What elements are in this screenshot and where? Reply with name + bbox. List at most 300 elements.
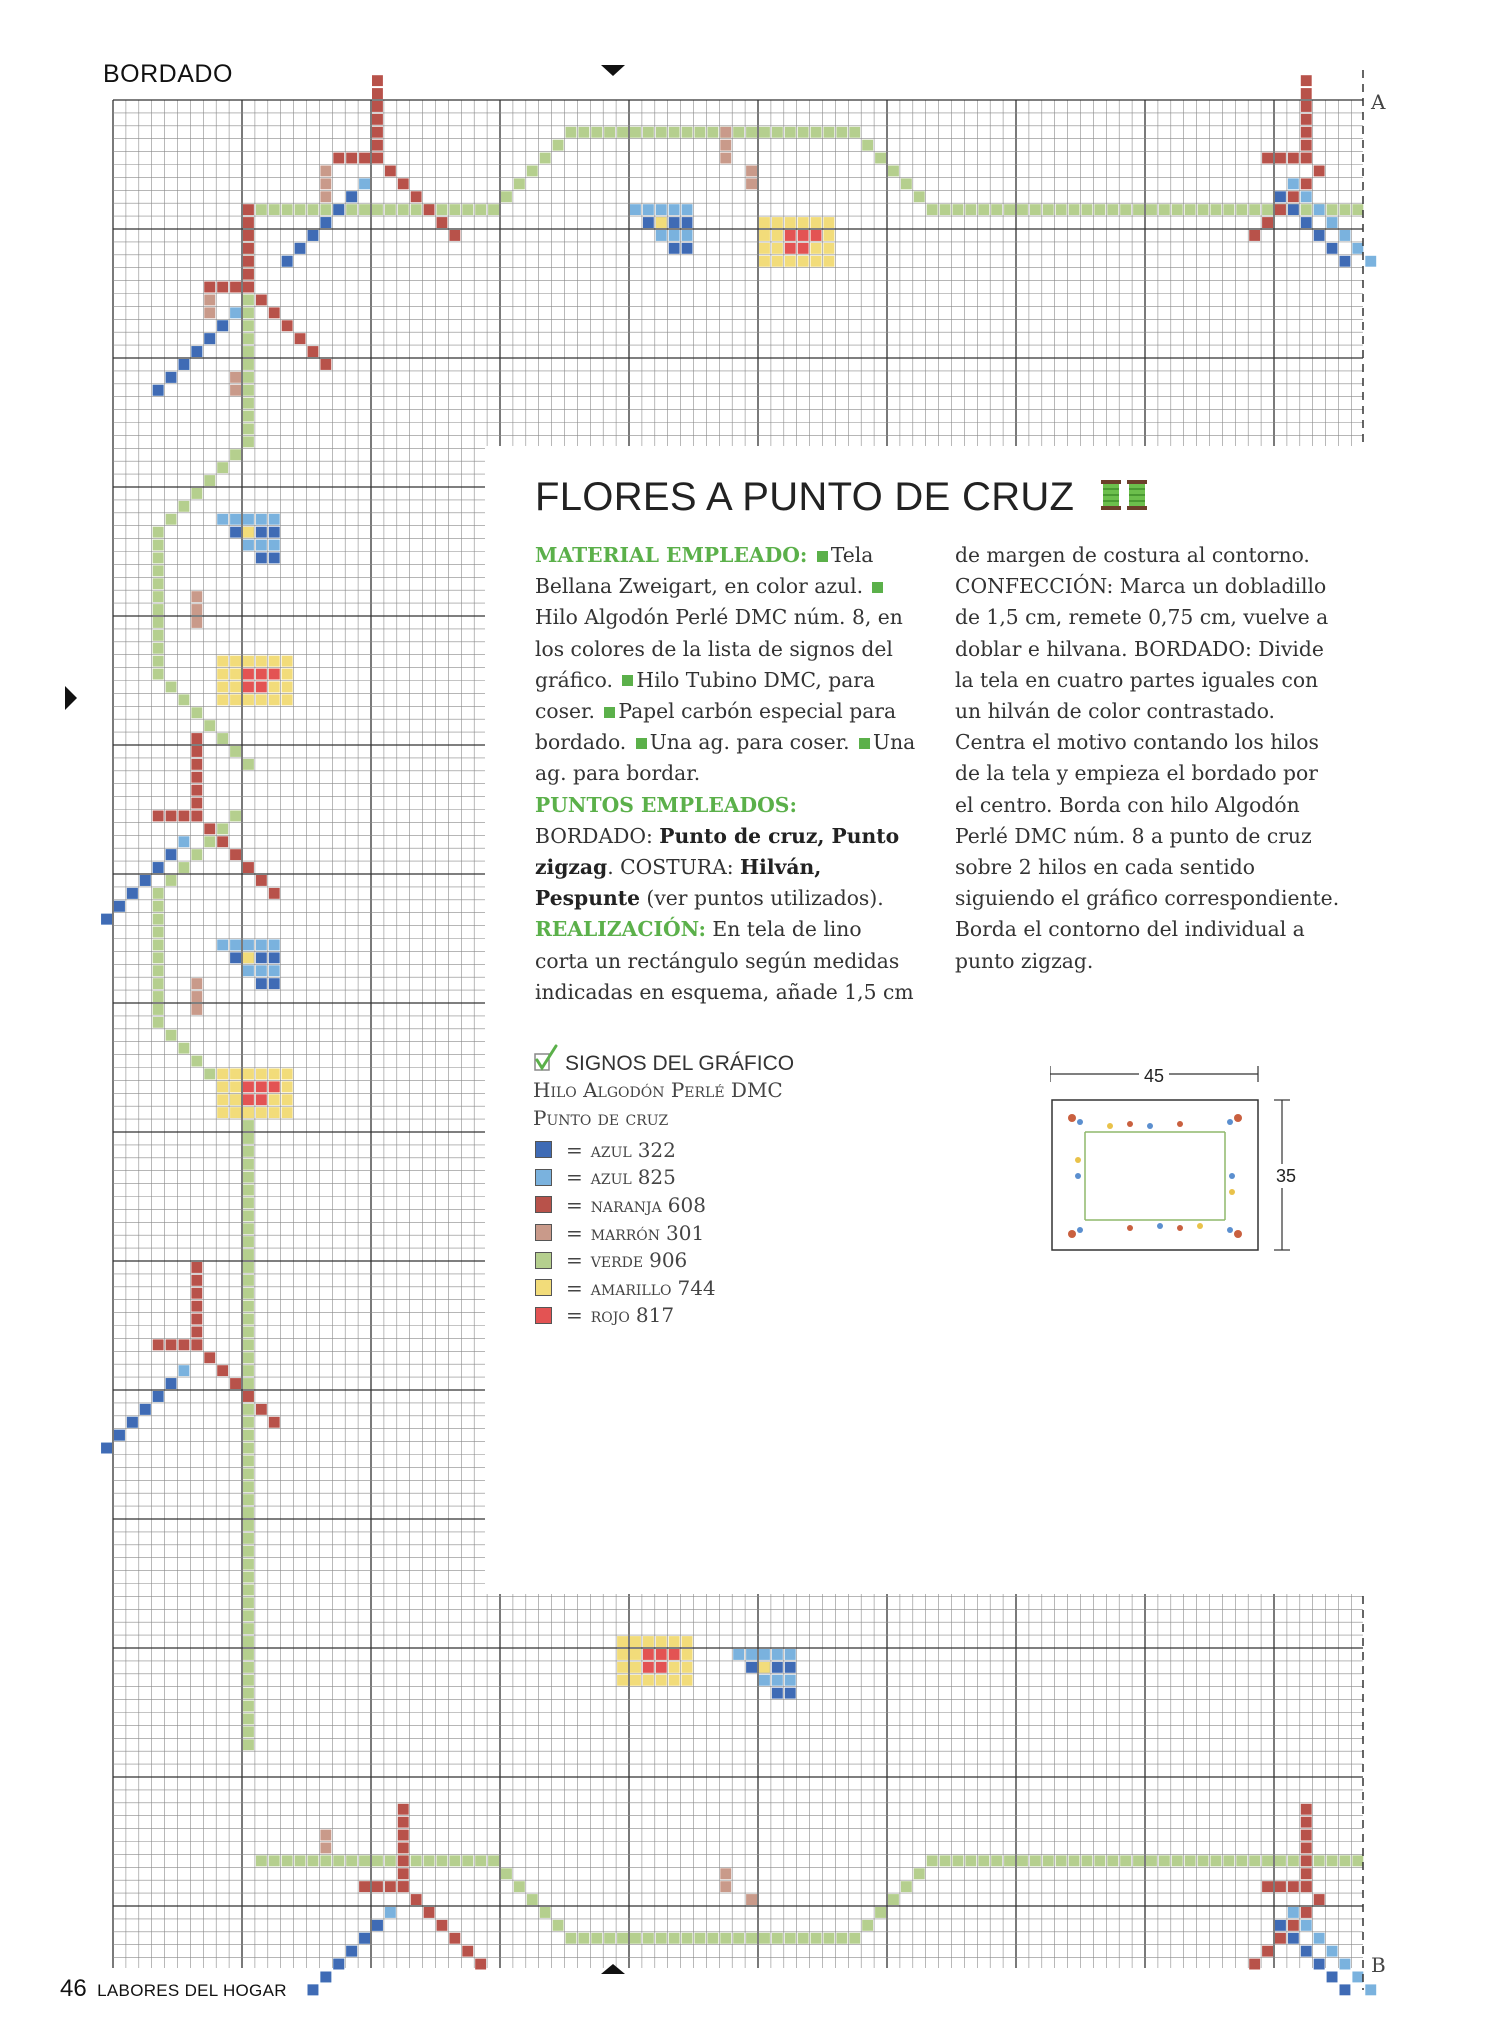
stitch: [269, 669, 280, 680]
stitch: [217, 462, 228, 473]
legend-swatch-icon: [535, 1307, 552, 1324]
stitch: [243, 1714, 254, 1725]
stitch: [643, 1933, 654, 1944]
stitch: [269, 1855, 280, 1866]
stitch: [256, 1404, 267, 1415]
stitch: [166, 875, 177, 886]
puntos-costura-prefix: . COSTURA:: [607, 855, 734, 880]
stitch: [243, 1069, 254, 1080]
stitch: [346, 153, 357, 164]
stitch: [269, 682, 280, 693]
stitch: [1275, 1881, 1286, 1892]
stitch: [1275, 204, 1286, 215]
stitch: [1198, 204, 1209, 215]
stitch: [398, 1804, 409, 1815]
legend-color-code: 744: [677, 1275, 716, 1300]
stitch: [191, 488, 202, 499]
stitch: [656, 230, 667, 241]
stitch: [153, 540, 164, 551]
stitch: [243, 514, 254, 525]
stitch: [746, 1894, 757, 1905]
stitch: [204, 1352, 215, 1363]
stitch: [217, 940, 228, 951]
stitch: [243, 1094, 254, 1105]
stitch: [153, 630, 164, 641]
stitch: [230, 1107, 241, 1118]
stitch: [449, 230, 460, 241]
stitch: [385, 1907, 396, 1918]
stitch: [772, 127, 783, 138]
stitch: [372, 75, 383, 86]
stitch: [230, 449, 241, 460]
stitch: [230, 849, 241, 860]
stitch: [1301, 140, 1312, 151]
stitch: [256, 656, 267, 667]
stitch: [656, 1662, 667, 1673]
stitch: [824, 127, 835, 138]
stitch: [243, 1636, 254, 1647]
stitch: [514, 178, 525, 189]
stitch: [1352, 243, 1363, 254]
size-scheme: [1050, 1060, 1300, 1264]
stitch: [811, 217, 822, 228]
stitch: [1327, 1946, 1338, 1957]
legend-swatch-icon: [535, 1141, 552, 1158]
stitch: [1301, 1855, 1312, 1866]
stitch: [488, 1855, 499, 1866]
stitch: [746, 127, 757, 138]
stitch: [733, 1649, 744, 1660]
bullet-square-icon: [622, 675, 633, 686]
stitch: [1288, 1881, 1299, 1892]
stitch: [914, 1868, 925, 1879]
stitch: [1327, 204, 1338, 215]
stitch: [669, 217, 680, 228]
title-text: FLORES A PUNTO DE CRUZ: [535, 475, 1075, 519]
stitch: [437, 217, 448, 228]
stitch: [191, 811, 202, 822]
stitch: [166, 1378, 177, 1389]
stitch: [501, 191, 512, 202]
stitch: [398, 204, 409, 215]
stitch: [243, 1739, 254, 1750]
stitch: [707, 127, 718, 138]
stitch: [282, 1081, 293, 1092]
stitch: [630, 127, 641, 138]
stitch: [849, 1933, 860, 1944]
stitch: [359, 204, 370, 215]
center-marker-top-icon: [601, 65, 625, 76]
stitch: [1159, 1855, 1170, 1866]
stitch: [1288, 153, 1299, 164]
legend-equals: =: [566, 1303, 583, 1328]
stitch: [256, 669, 267, 680]
stitch: [153, 617, 164, 628]
stitch: [630, 1933, 641, 1944]
stitch: [772, 217, 783, 228]
stitch: [230, 1069, 241, 1080]
stitch: [978, 1855, 989, 1866]
stitch: [269, 1417, 280, 1428]
stitch: [462, 1855, 473, 1866]
stitch: [1249, 1959, 1260, 1970]
bullet-square-icon: [872, 582, 883, 593]
stitch: [256, 295, 267, 306]
stitch: [720, 127, 731, 138]
stitch: [243, 1533, 254, 1544]
center-marker-left-icon: [65, 686, 77, 710]
stitch: [1365, 1984, 1376, 1995]
stitch: [153, 578, 164, 589]
stitch: [617, 1636, 628, 1647]
stitch: [153, 565, 164, 576]
stitch: [243, 694, 254, 705]
stitch: [308, 1984, 319, 1995]
stitch: [191, 617, 202, 628]
stitch: [166, 372, 177, 383]
stitch: [243, 1430, 254, 1441]
stitch: [811, 256, 822, 267]
stitch: [785, 1688, 796, 1699]
stitch: [759, 256, 770, 267]
bullet-square-icon: [636, 738, 647, 749]
stitch: [669, 230, 680, 241]
stitch: [308, 346, 319, 357]
stitch: [230, 282, 241, 293]
stitch: [179, 836, 190, 847]
stitch: [1069, 204, 1080, 215]
stitch: [965, 1855, 976, 1866]
stitch: [256, 965, 267, 976]
stitch: [566, 1933, 577, 1944]
stitch: [424, 1855, 435, 1866]
legend-item: [533, 1246, 794, 1274]
stitch: [1301, 114, 1312, 125]
stitch: [191, 1314, 202, 1325]
stitch: [604, 1933, 615, 1944]
stitch: [320, 191, 331, 202]
stitch: [720, 140, 731, 151]
stitch: [1236, 204, 1247, 215]
stitch: [398, 1868, 409, 1879]
stitch: [282, 1094, 293, 1105]
stitch: [230, 372, 241, 383]
stitch: [153, 669, 164, 680]
stitch: [269, 1094, 280, 1105]
stitch: [269, 307, 280, 318]
stitch: [243, 1597, 254, 1608]
stitch: [1340, 204, 1351, 215]
stitch: [682, 217, 693, 228]
stitch: [217, 694, 228, 705]
stitch: [230, 385, 241, 396]
stitch: [243, 346, 254, 357]
stitch: [243, 1623, 254, 1634]
stitch: [372, 1855, 383, 1866]
stitch: [1043, 204, 1054, 215]
stitch: [1314, 1959, 1325, 1970]
stitch: [191, 1275, 202, 1286]
legend-subtitle-stitch: Punto de cruz: [533, 1106, 669, 1130]
stitch: [437, 1855, 448, 1866]
stitch: [772, 243, 783, 254]
stitch: [1275, 1920, 1286, 1931]
stitch: [1288, 1907, 1299, 1918]
stitch: [243, 1172, 254, 1183]
stitch: [256, 540, 267, 551]
stitch: [243, 295, 254, 306]
stitch: [346, 204, 357, 215]
stitch: [243, 1391, 254, 1402]
stitch: [785, 256, 796, 267]
stitch: [243, 1275, 254, 1286]
stitch: [243, 1159, 254, 1170]
stitch: [153, 888, 164, 899]
stitch: [230, 682, 241, 693]
stitch: [1314, 1933, 1325, 1944]
stitch: [243, 436, 254, 447]
thread-spools-icon: [1098, 477, 1150, 522]
stitch: [243, 1468, 254, 1479]
stitch: [385, 204, 396, 215]
stitch: [217, 1107, 228, 1118]
stitch: [1094, 204, 1105, 215]
stitch: [204, 475, 215, 486]
stitch: [191, 1327, 202, 1338]
stitch: [243, 1314, 254, 1325]
stitch: [1340, 1855, 1351, 1866]
stitch: [191, 1288, 202, 1299]
stitch: [991, 204, 1002, 215]
stitch: [372, 204, 383, 215]
stitch: [153, 656, 164, 667]
stitch: [243, 1546, 254, 1557]
stitch: [1301, 1946, 1312, 1957]
stitch: [798, 256, 809, 267]
stitch: [1288, 191, 1299, 202]
stitch: [1301, 127, 1312, 138]
stitch: [1275, 1933, 1286, 1944]
stitch: [243, 1443, 254, 1454]
stitch: [501, 1868, 512, 1879]
stitch: [217, 1081, 228, 1092]
stitch: [295, 204, 306, 215]
stitch: [1327, 1855, 1338, 1866]
legend-item: [533, 1136, 794, 1164]
stitch: [682, 243, 693, 254]
stitch: [1301, 1907, 1312, 1918]
checkmark-icon: [533, 1044, 559, 1080]
bullet-square-icon: [604, 707, 615, 718]
stitch: [153, 901, 164, 912]
stitch: [1301, 1817, 1312, 1828]
stitch: [153, 553, 164, 564]
stitch: [759, 217, 770, 228]
stitch: [1056, 204, 1067, 215]
stitch: [940, 1855, 951, 1866]
stitch: [243, 682, 254, 693]
stitch: [927, 204, 938, 215]
stitch: [527, 1894, 538, 1905]
stitch: [1249, 204, 1260, 215]
stitch: [862, 140, 873, 151]
stitch: [1249, 230, 1260, 241]
legend-color-code: 906: [649, 1248, 688, 1273]
stitch: [398, 1830, 409, 1841]
stitch: [217, 1365, 228, 1376]
stitch: [243, 1662, 254, 1673]
stitch: [695, 127, 706, 138]
stitch: [269, 553, 280, 564]
stitch: [901, 1881, 912, 1892]
stitch: [140, 1404, 151, 1415]
page-number: 46: [60, 1975, 87, 2002]
stitch: [282, 682, 293, 693]
stitch: [965, 204, 976, 215]
stitch: [462, 204, 473, 215]
stitch: [1288, 1920, 1299, 1931]
stitch: [411, 1894, 422, 1905]
stitch: [166, 682, 177, 693]
stitch: [243, 1120, 254, 1131]
stitch: [256, 978, 267, 989]
stitch: [243, 217, 254, 228]
stitch: [1314, 230, 1325, 241]
legend: [533, 1052, 794, 1329]
stitch: [179, 694, 190, 705]
stitch: [836, 1933, 847, 1944]
stitch: [191, 759, 202, 770]
stitch: [320, 1972, 331, 1983]
stitch: [204, 720, 215, 731]
stitch: [669, 204, 680, 215]
stitch: [953, 1855, 964, 1866]
stitch: [798, 127, 809, 138]
stitch: [191, 1004, 202, 1015]
stitch: [243, 669, 254, 680]
stitch: [179, 359, 190, 370]
stitch: [411, 191, 422, 202]
legend-equals: =: [566, 1220, 583, 1245]
stitch: [1107, 204, 1118, 215]
stitch: [372, 114, 383, 125]
stitch: [243, 256, 254, 267]
legend-color-name: azul: [590, 1137, 632, 1162]
stitch: [1223, 1855, 1234, 1866]
stitch: [1172, 204, 1183, 215]
legend-swatch-icon: [535, 1196, 552, 1213]
stitch: [824, 256, 835, 267]
stitch: [746, 166, 757, 177]
stitch: [1146, 204, 1157, 215]
stitch: [1262, 1946, 1273, 1957]
stitch: [269, 656, 280, 667]
stitch: [333, 1855, 344, 1866]
article-title: [535, 475, 1150, 522]
legend-color-name: rojo: [590, 1303, 630, 1328]
stitch: [578, 127, 589, 138]
stitch: [153, 940, 164, 951]
stitch: [720, 1881, 731, 1892]
stitch: [798, 230, 809, 241]
corner-label-top: A: [1371, 90, 1386, 114]
stitch: [191, 1262, 202, 1273]
stitch: [243, 1585, 254, 1596]
stitch: [359, 1881, 370, 1892]
stitch: [230, 940, 241, 951]
stitch: [191, 978, 202, 989]
legend-equals: =: [566, 1248, 583, 1273]
stitch: [1301, 191, 1312, 202]
stitch: [243, 1378, 254, 1389]
stitch: [811, 243, 822, 254]
stitch: [1262, 153, 1273, 164]
stitch: [217, 1069, 228, 1080]
stitch: [153, 1004, 164, 1015]
stitch: [1301, 1804, 1312, 1815]
stitch: [217, 682, 228, 693]
stitch: [643, 1636, 654, 1647]
stitch: [811, 127, 822, 138]
stitch: [940, 204, 951, 215]
stitch: [204, 836, 215, 847]
stitch: [1043, 1855, 1054, 1866]
stitch: [243, 1081, 254, 1092]
stitch: [333, 204, 344, 215]
stitch: [475, 204, 486, 215]
stitch: [1301, 1843, 1312, 1854]
stitch: [191, 798, 202, 809]
stitch: [669, 1662, 680, 1673]
stitch: [359, 1855, 370, 1866]
legend-item: [533, 1274, 794, 1302]
stitch: [1301, 204, 1312, 215]
stitch: [256, 694, 267, 705]
stitch: [398, 1843, 409, 1854]
stitch: [1082, 1855, 1093, 1866]
stitch: [424, 1907, 435, 1918]
stitch: [888, 1894, 899, 1905]
stitch: [282, 656, 293, 667]
stitch: [578, 1933, 589, 1944]
legend-color-name: verde: [590, 1248, 644, 1273]
stitch: [269, 527, 280, 538]
stitch: [217, 1094, 228, 1105]
legend-color-code: 322: [637, 1137, 676, 1162]
stitch: [398, 1817, 409, 1828]
stitch: [488, 204, 499, 215]
stitch: [798, 243, 809, 254]
stitch: [1262, 217, 1273, 228]
stitch: [617, 1649, 628, 1660]
stitch: [243, 1210, 254, 1221]
stitch: [643, 204, 654, 215]
legend-swatch-icon: [535, 1169, 552, 1186]
stitch: [449, 1933, 460, 1944]
stitch: [230, 656, 241, 667]
stitch: [256, 1069, 267, 1080]
stitch: [243, 1572, 254, 1583]
stitch: [217, 669, 228, 680]
bullet-square-icon: [817, 551, 828, 562]
stitch: [179, 501, 190, 512]
legend-color-code: 825: [637, 1165, 676, 1190]
stitch: [514, 1881, 525, 1892]
stitch: [849, 127, 860, 138]
stitch: [166, 849, 177, 860]
magazine-name: LABORES DEL HOGAR: [97, 1981, 287, 2000]
stitch: [643, 127, 654, 138]
